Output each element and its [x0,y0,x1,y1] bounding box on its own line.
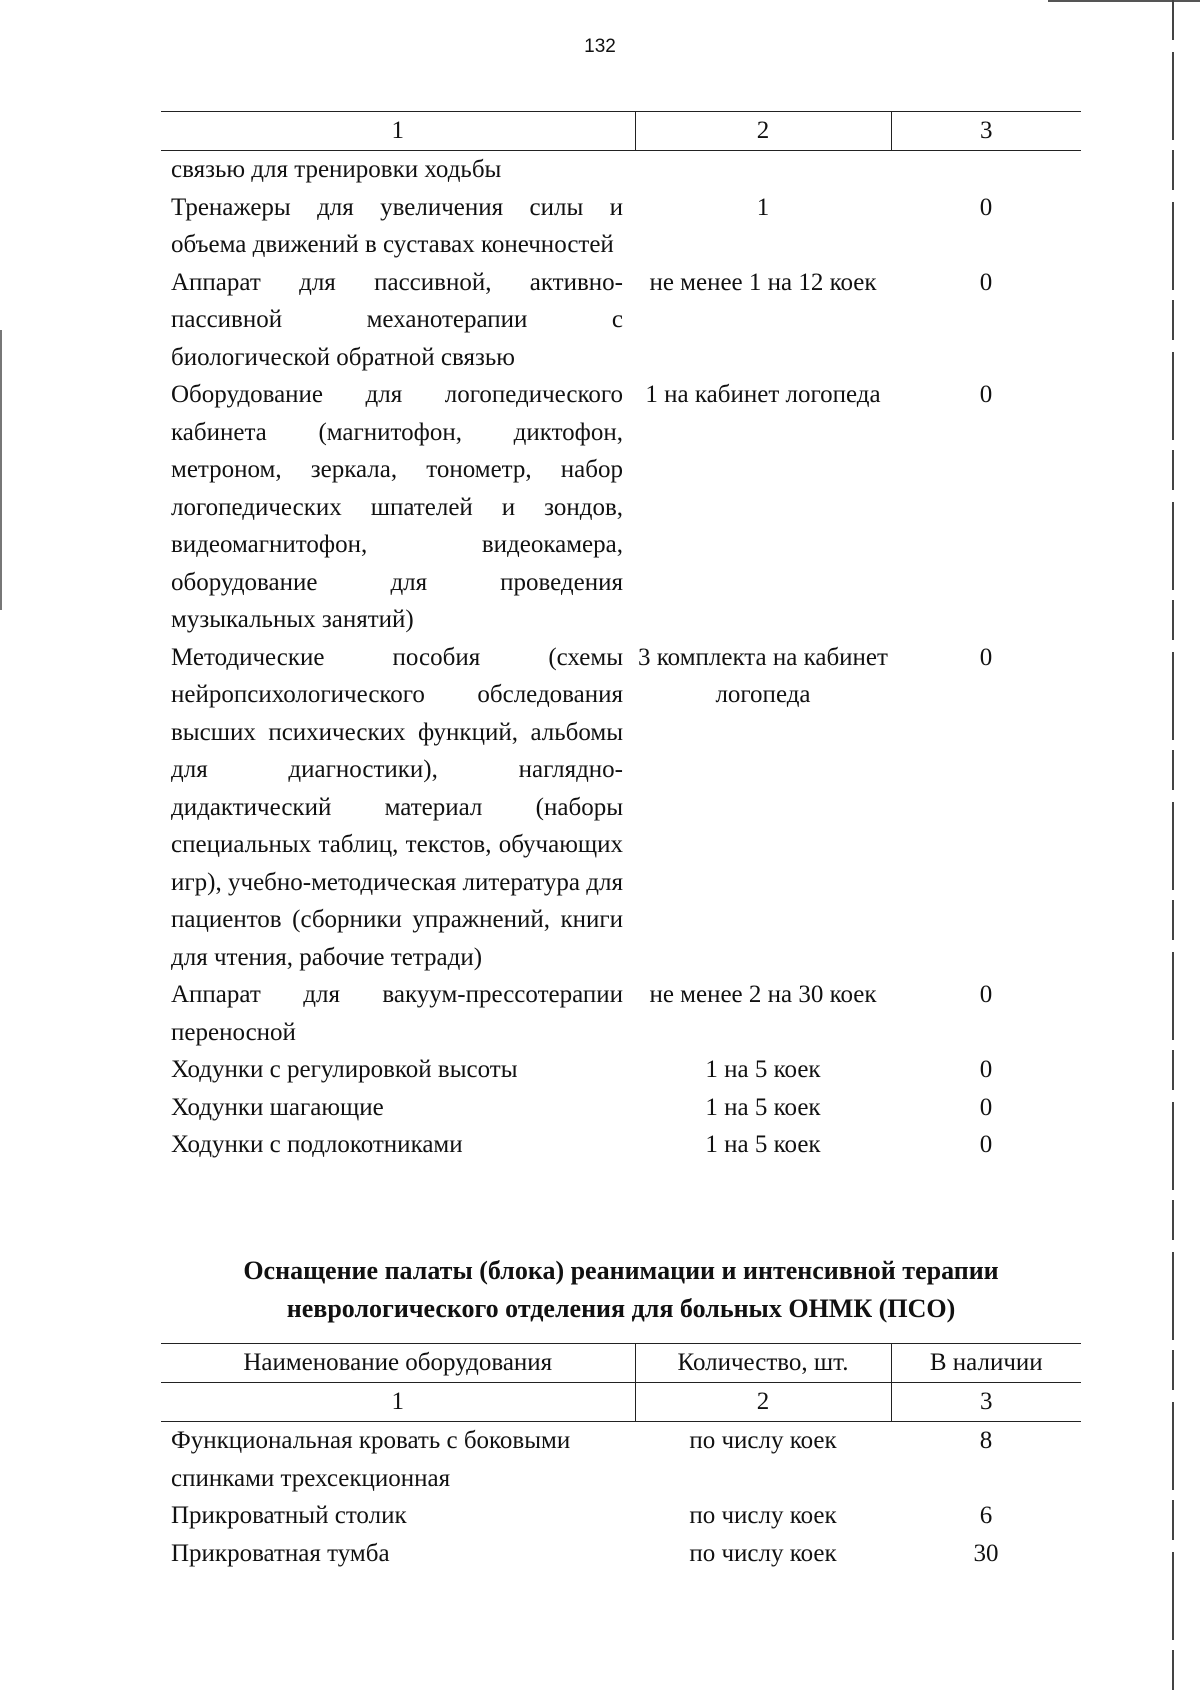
equipment-available: 0 [979,268,993,296]
column-number-3: 3 [891,112,1081,151]
header-available: В наличии [891,1344,1081,1383]
scan-edge-right [1172,0,1174,1697]
scan-edge-top [1048,0,1200,2]
equipment-quantity: не менее 1 на 12 коек [649,268,877,296]
equipment-available [891,151,1081,189]
table-row [161,976,1081,1051]
equipment-quantity: 1 на кабинет логопеда [645,381,881,408]
table-row [161,264,1081,377]
header-quantity: Количество, шт. [635,1344,891,1383]
table-header-row [161,112,1081,151]
table-row [161,639,1081,977]
equipment-name: связью для тренировки ходьбы [171,156,502,183]
table-row [161,1126,1081,1164]
table-row [161,151,1081,189]
equipment-name: Ходунки с подлокотниками [171,1131,463,1158]
equipment-name: Аппарат для вакуум-прессотерапии переносной [171,981,623,1046]
equipment-quantity: по числу коек [689,1502,837,1529]
section-title [161,1252,1081,1328]
equipment-quantity: по числу коек [689,1427,837,1454]
equipment-quantity: 3 комплекта на кабинет логопеда [638,643,888,708]
scan-edge-left [0,330,2,610]
equipment-available: 0 [979,1131,993,1158]
icu-equipment-table [161,1343,1081,1572]
section-title-line-2: неврологического отделения для больных ОНМК (ПСО) [286,1294,956,1323]
table-row [161,376,1081,639]
equipment-available: 0 [979,381,993,408]
equipment-available: 0 [979,643,993,671]
equipment-available: 0 [979,1056,993,1083]
equipment-quantity: по числу коек [689,1539,837,1567]
column-number-3: 3 [891,1383,1081,1422]
header-equipment-name: Наименование оборудования [161,1344,635,1383]
table-row [161,1497,1081,1535]
equipment-quantity: не менее 2 на 30 коек [649,981,877,1008]
equipment-name: Методические пособия (схемы нейропсихологического обследования высших психических функций, альбомы для диагностики), наглядно-дидактический материал (наборы специальных таблиц, текстов, обучающих игр), учебно-методическая литература для пациентов (сборники упражнений, книги для чтения, рабочие тетради) [171,643,623,971]
equipment-available: 30 [973,1539,999,1567]
equipment-name: Оборудование для логопедического кабинета (магнитофон, диктофон, метроном, зеркала, тонометр, набор логопедических шпателей и зондов, видеомагнитофон, видеокамера, оборудование для проведения музыкальных занятий) [171,381,623,633]
equipment-available: 0 [979,981,993,1008]
equipment-table-continued [161,111,1081,1164]
equipment-available: 6 [979,1502,993,1529]
equipment-quantity: 1 [756,193,770,221]
equipment-quantity: 1 на 5 коек [705,1131,821,1158]
equipment-name: Ходунки с регулировкой высоты [171,1056,518,1083]
column-number-2: 2 [635,1383,891,1422]
table-column-numbers-row [161,1383,1081,1422]
equipment-quantity: 1 на 5 коек [705,1093,821,1121]
equipment-name: Тренажеры для увеличения силы и объема движений в суставах конечностей [171,193,623,258]
equipment-available: 8 [979,1427,993,1454]
equipment-name: Аппарат для пассивной, активно-пассивной механотерапии с биологической обратной связью [171,268,623,371]
section-title-line-1: Оснащение палаты (блока) реанимации и интенсивной терапии [243,1256,999,1285]
table-row [161,1089,1081,1127]
table-row [161,1422,1081,1498]
equipment-quantity: 1 на 5 коек [705,1056,821,1083]
table-row [161,1051,1081,1089]
equipment-name: Прикроватная тумба [171,1539,390,1567]
column-number-2: 2 [635,112,891,151]
equipment-name: Функциональная кровать с боковыми спинками трехсекционная [171,1427,571,1492]
equipment-name: Ходунки шагающие [171,1093,384,1121]
page-number: 132 [584,36,616,57]
equipment-quantity [635,151,891,189]
equipment-name: Прикроватный столик [171,1502,407,1529]
equipment-available: 0 [979,1093,993,1121]
table-row [161,189,1081,264]
column-number-1: 1 [161,112,635,151]
column-number-1: 1 [161,1383,635,1422]
table-row [161,1535,1081,1573]
equipment-available: 0 [979,193,993,221]
table-header-row [161,1344,1081,1383]
